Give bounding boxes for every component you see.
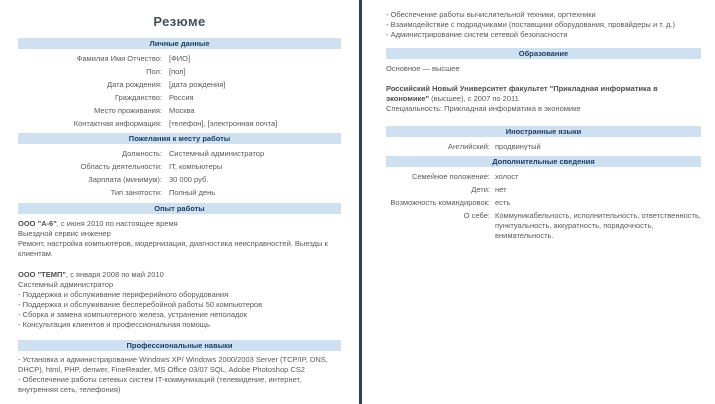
job-period: , с января 2008 по май 2010 [65, 270, 164, 279]
section-header-personal: Личные данные [18, 38, 341, 49]
languages-section [386, 140, 701, 153]
job-role: Системный администратор [18, 280, 114, 289]
field-value: Полный день [169, 188, 216, 197]
resume-page-2 [362, 0, 715, 404]
field-label: Зарплата (минимум): [88, 175, 162, 184]
section-header-additional: Дополнительные сведения [386, 156, 701, 167]
field-value: IT, компьютеры [169, 162, 223, 171]
field-row [18, 52, 341, 65]
section-header-education: Образование [386, 48, 701, 59]
job-role: Выездной сервис инженер [18, 229, 111, 238]
wishes-section [18, 147, 341, 199]
additional-section [386, 170, 701, 241]
job-period: , с июня 2010 по настоящее время [56, 219, 178, 228]
field-value: продвинутый [495, 142, 541, 151]
field-value: нет [495, 185, 507, 194]
field-label: Должность: [121, 149, 162, 158]
section-header-languages: Иностранные языки [386, 126, 701, 137]
field-label: Контактная информация: [73, 119, 162, 128]
field-value: Системный администратор [169, 149, 265, 158]
field-row [386, 209, 701, 241]
specialty: Специальность: Прикладная информатика в экономике [386, 104, 581, 113]
field-label: Место проживания: [94, 106, 162, 115]
company-name: ООО "ТЕМП" [18, 270, 66, 279]
field-label: Возможность командировок: [390, 198, 490, 207]
skill-item: - Установка и администрирование Windows XP/ Windows 2000/2003 Server (TCP/IP, DNS, DHCP), html, PHP, denwer, FineReader, MS Office 03/07 SQL, Adobe Photoshop CS2 [18, 355, 328, 374]
field-label: О себе: [463, 211, 490, 220]
job-duty: - Консультация клиентов и профессиональная помощь [18, 320, 210, 329]
job-description: Ремонт, настройка компьютеров, модернизация, диагностика неисправностей. Выезды к клиентам. [18, 239, 328, 258]
skill-item: - Взаимодействие с подрядчиками (поставщики оборудования, провайдеры и т. д.) [386, 20, 676, 29]
field-row [386, 140, 701, 153]
page-title: Резюме [153, 14, 206, 29]
field-row [18, 78, 341, 91]
field-row [18, 117, 341, 130]
field-value: [телефон], [электронная почта] [169, 119, 278, 128]
experience-section [18, 219, 341, 330]
field-value: 30 000 руб. [169, 175, 209, 184]
field-row [18, 147, 341, 160]
field-value: Коммуникабельность, исполнительность, ответственность, пунктуальность, аккуратность, порядочность, внимательность. [495, 211, 701, 240]
company-name: ООО "А-6" [18, 219, 57, 228]
education-level: Основное — высшее [386, 64, 460, 73]
field-row [18, 173, 341, 186]
field-label: Область деятельности: [80, 162, 162, 171]
field-row [18, 65, 341, 78]
job-entry [18, 219, 341, 259]
field-label: Семейное положение: [411, 172, 490, 181]
field-value: есть [495, 198, 511, 207]
skill-item: - Обеспечение работы сетевых систем IT-коммуникаций (телевидение, интернет, внутренняя сеть, телефония) [18, 375, 302, 394]
field-row [386, 170, 701, 183]
university-entry [386, 84, 701, 104]
education-section [386, 64, 701, 114]
skills-section [18, 355, 341, 395]
field-value: [пол] [169, 67, 186, 76]
skill-item: - Администрирование систем сетевой безопасности [386, 30, 568, 39]
field-row [18, 104, 341, 117]
job-heading [18, 219, 341, 229]
skill-item: - Обеспечение работы вычислительной техники, оргтехники [386, 10, 596, 19]
field-row [18, 186, 341, 199]
job-duty: - Сборка и замена компьютерного железа, устранение неполадок [18, 310, 247, 319]
personal-section [18, 52, 341, 130]
field-label: Гражданство: [114, 93, 162, 102]
field-value: Россия [169, 93, 194, 102]
field-value: холост [495, 172, 519, 181]
field-label: Фамилия Имя Отчество: [76, 54, 162, 63]
field-label: Английский: [448, 142, 490, 151]
field-value: Москва [169, 106, 195, 115]
section-header-skills: Профессиональные навыки [18, 340, 341, 351]
skills-section-continued [386, 10, 701, 40]
field-value: [ФИО] [169, 54, 191, 63]
section-header-experience: Опыт работы [18, 203, 341, 214]
field-label: Тип занятости: [110, 188, 162, 197]
field-label: Дети: [471, 185, 490, 194]
field-row [18, 160, 341, 173]
job-heading [18, 270, 341, 280]
job-entry [18, 270, 341, 330]
university-details: (высшее), с 2007 по 2011 [429, 94, 519, 103]
field-label: Пол: [146, 67, 162, 76]
university-name: Российский Новый Университет факультет "Прикладная информатика в экономике" [386, 84, 658, 103]
field-label: Дата рождения: [107, 80, 162, 89]
section-header-wishes: Пожелания к месту работы [18, 133, 341, 144]
job-duty: - Поддержка и обслуживание периферийного оборудования [18, 290, 229, 299]
field-row [18, 91, 341, 104]
field-value: [дата рождения] [169, 80, 226, 89]
job-duty: - Поддержка и обслуживание бесперебойной работы 50 компьютеров [18, 300, 263, 309]
field-row [386, 196, 701, 209]
field-row [386, 183, 701, 196]
